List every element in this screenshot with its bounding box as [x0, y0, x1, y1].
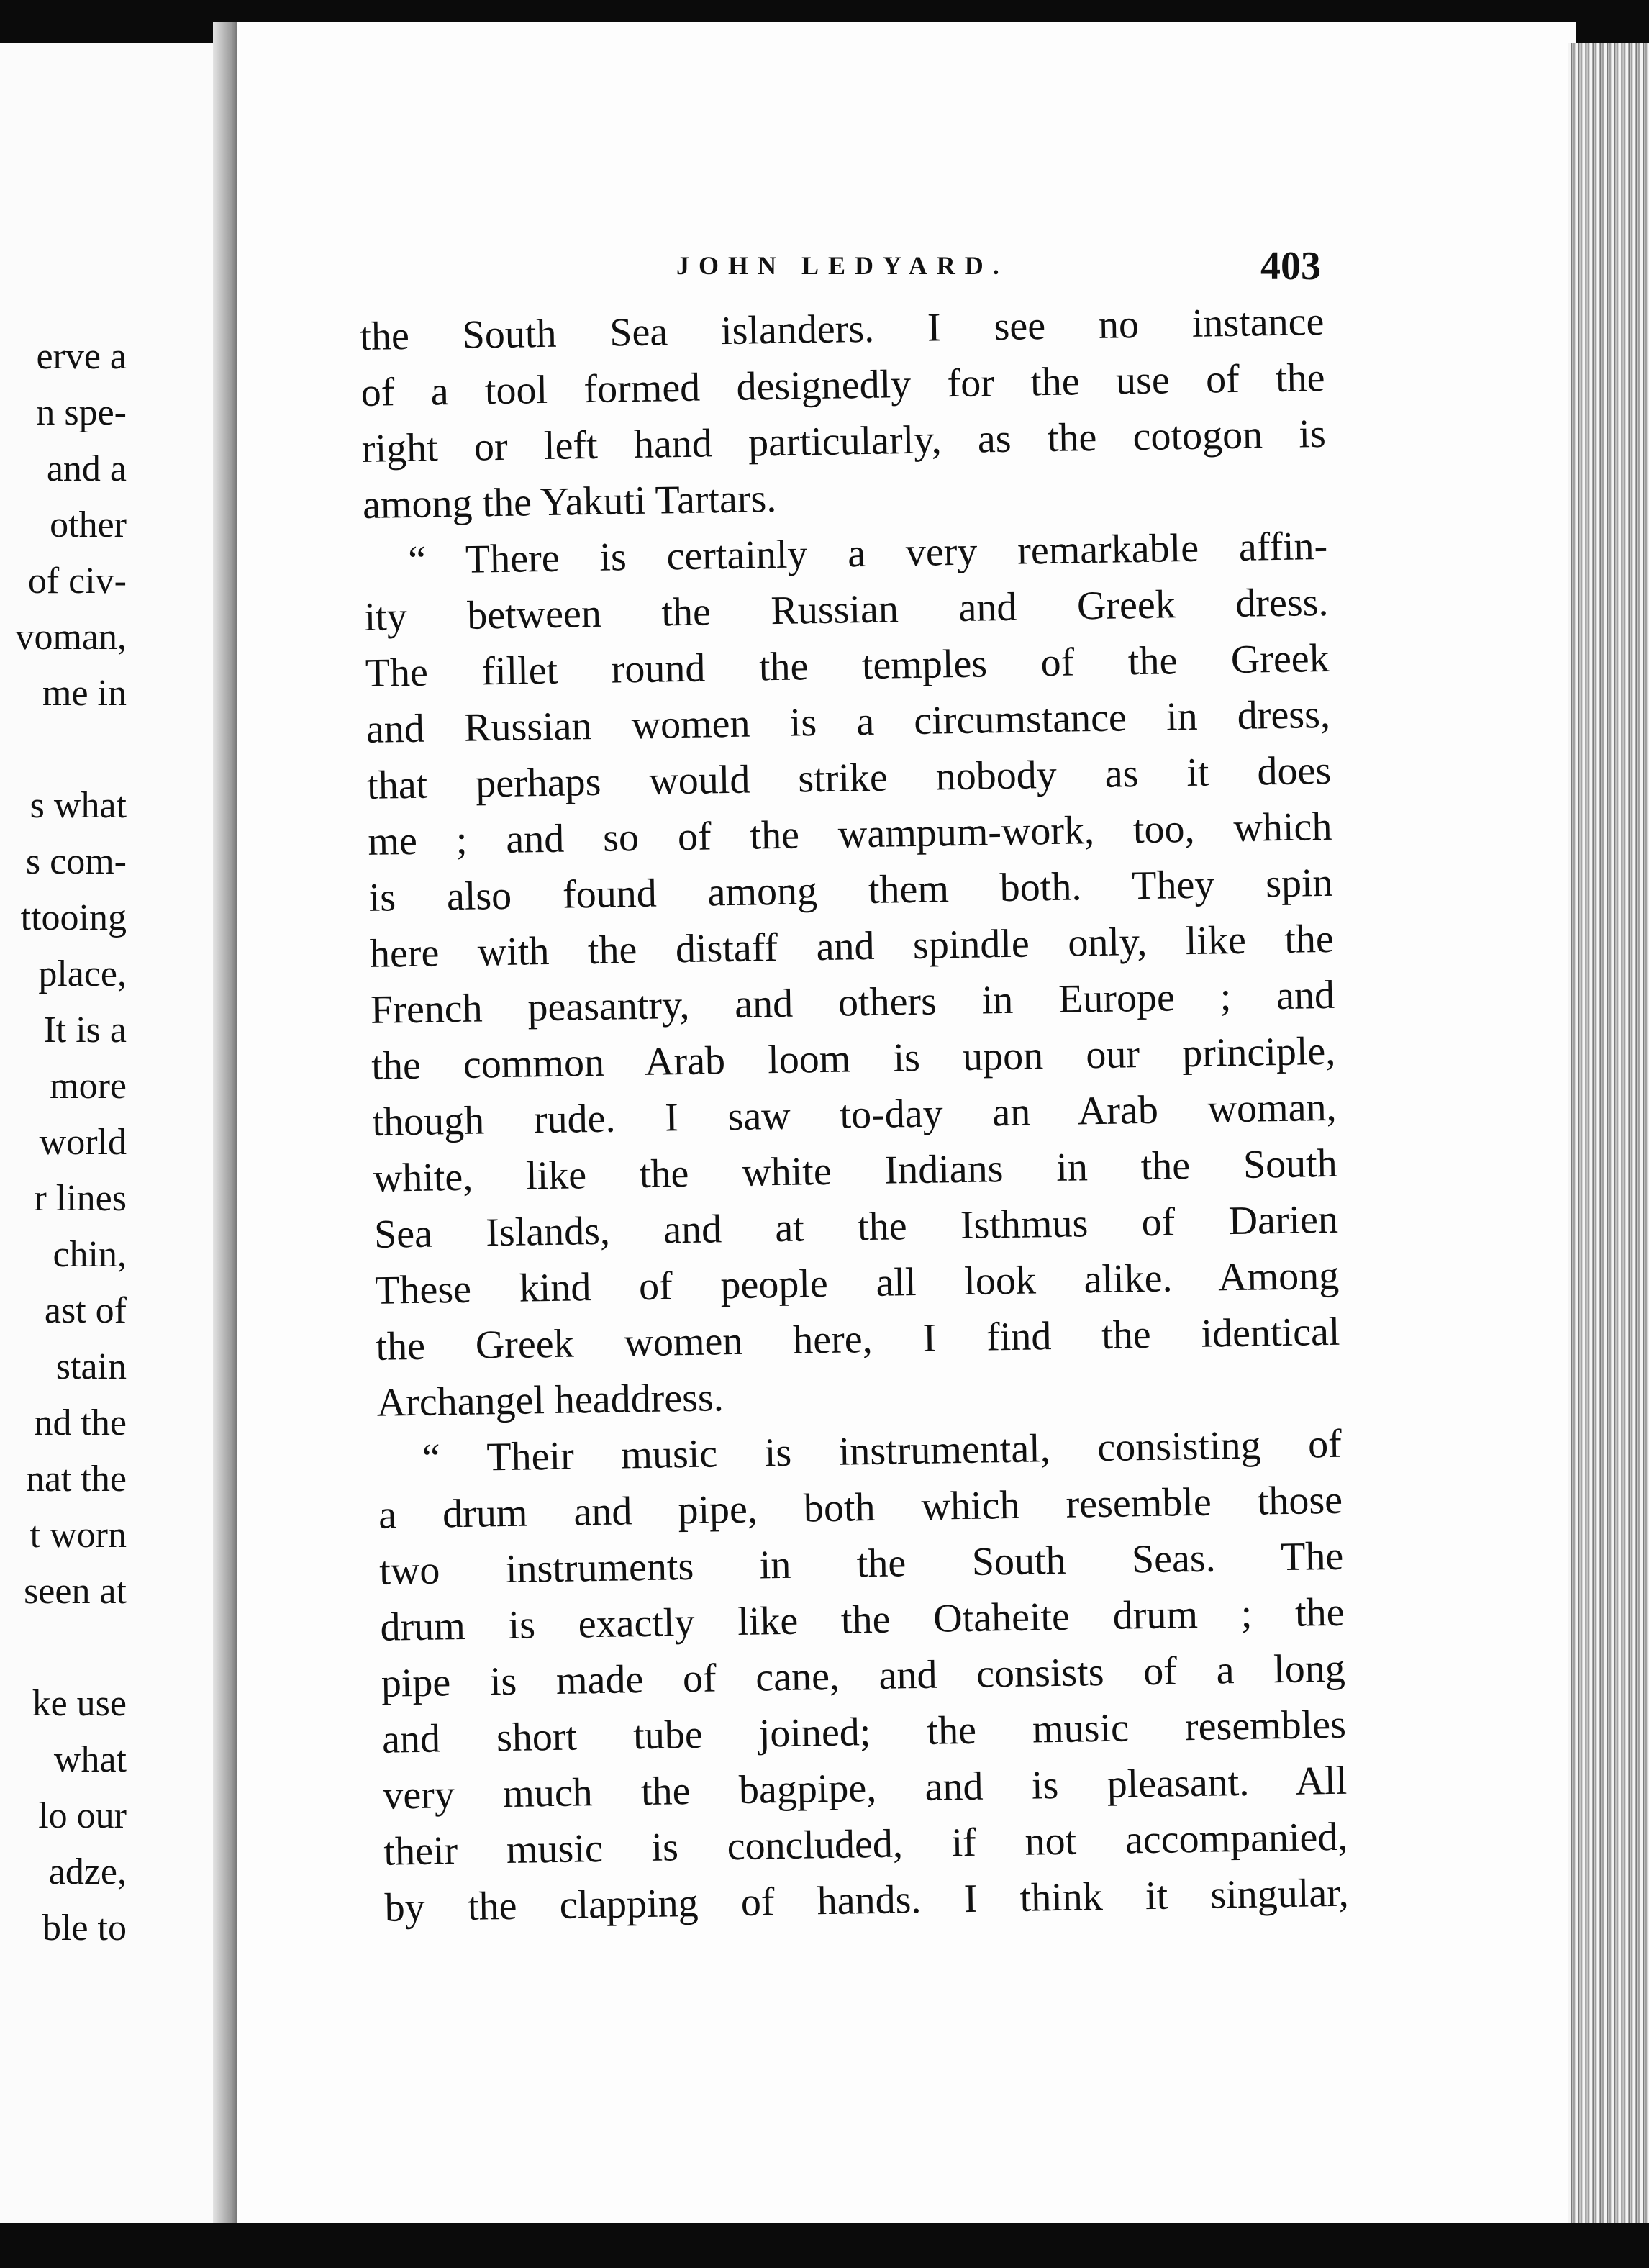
left-page-line: nat the [25, 1459, 127, 1500]
left-page-line: lo our [38, 1795, 127, 1836]
left-page-line: r lines [34, 1178, 127, 1219]
text-line: ity between the Russian and Greek dress. [364, 579, 1329, 640]
left-page-line: world [39, 1122, 127, 1163]
text-line: a drum and pipe, both which resemble those [378, 1477, 1343, 1538]
text-line: pipe is made of cane, and consists of a long [381, 1646, 1346, 1706]
text-line: “ Their music is instrumental, consisting of [422, 1421, 1343, 1481]
text-line: French peasantry, and others in Europe ; and [370, 972, 1335, 1033]
body-text [360, 301, 1350, 1972]
left-page-line: stain [55, 1346, 127, 1387]
text-line: and short tube joined; the music resembles [381, 1702, 1347, 1762]
left-page-line: other [50, 504, 127, 545]
left-page-line: what [53, 1739, 127, 1780]
left-page-line: chin, [53, 1234, 127, 1275]
page-number: 403 [1260, 244, 1321, 289]
left-page-line: t worn [29, 1515, 127, 1556]
left-page-line: erve a [36, 336, 127, 377]
text-line: white, like the white Indians in the South [373, 1140, 1338, 1201]
text-line: These kind of people all look alike. Among [374, 1253, 1340, 1313]
left-page-line: s what [29, 785, 127, 826]
text-line: is also found among them both. They spin [368, 860, 1334, 920]
text-line: Archangel headdress. [376, 1375, 724, 1425]
left-page-line: ke use [32, 1683, 127, 1724]
text-line: “ There is certainly a very remarkable affin- [407, 523, 1328, 583]
running-head: JOHN LEDYARD. [676, 251, 1009, 280]
left-page-line: It is a [43, 1010, 127, 1051]
text-line: their music is concluded, if not accompanied, [383, 1814, 1348, 1874]
left-page-line: ttooing [20, 897, 127, 938]
previous-page-text [0, 43, 223, 2231]
text-line: though rude. I saw to-day an Arab woman, [372, 1084, 1337, 1145]
text-line: the common Arab loom is upon our principle, [371, 1028, 1336, 1089]
text-line: very much the bagpipe, and is pleasant. All [382, 1758, 1348, 1818]
page-edges [1568, 43, 1649, 2245]
text-line: two instruments in the South Seas. The [378, 1533, 1344, 1594]
scan-bottom-border [0, 2223, 1649, 2268]
text-line: right or left hand particularly, as the cotogon is [361, 411, 1327, 471]
text-line: and Russian women is a circumstance in dress, [365, 691, 1331, 752]
previous-page [0, 43, 223, 2231]
left-page-line: me in [42, 673, 127, 714]
text-line: the Greek women here, I find the identical [376, 1309, 1340, 1369]
text-line: here with the distaff and spindle only, like the [369, 916, 1335, 976]
left-page-line: ble to [42, 1908, 127, 1949]
left-page-line: place, [38, 953, 127, 994]
left-page-line: nd the [34, 1402, 127, 1443]
left-page-line: s com- [25, 841, 127, 882]
left-page-line: voman, [15, 617, 127, 658]
left-page-line: ast of [44, 1290, 127, 1331]
text-line: Sea Islands, and at the Isthmus of Darien [373, 1197, 1339, 1257]
text-line: The fillet round the temples of the Greek [365, 635, 1330, 696]
left-page-line: and a [46, 448, 127, 489]
text-line: among the Yakuti Tartars. [362, 476, 777, 527]
text-line: the South Sea islanders. I see no instance [359, 299, 1325, 359]
text-line: me ; and so of the wampum-work, too, which [367, 804, 1332, 864]
text-line: of a tool formed designedly for the use of the [360, 355, 1325, 415]
left-page-line: adze, [48, 1851, 127, 1892]
text-line: that perhaps would strike nobody as it does [366, 748, 1332, 808]
left-page-line: n spe- [36, 392, 127, 433]
text-line: drum is exactly like the Otaheite drum ; the [380, 1589, 1345, 1650]
left-page-line: seen at [24, 1571, 127, 1612]
text-line: by the clapping of hands. I think it singular, [384, 1870, 1350, 1931]
left-page-line: of civ- [27, 561, 127, 602]
left-page-line: more [50, 1066, 127, 1107]
